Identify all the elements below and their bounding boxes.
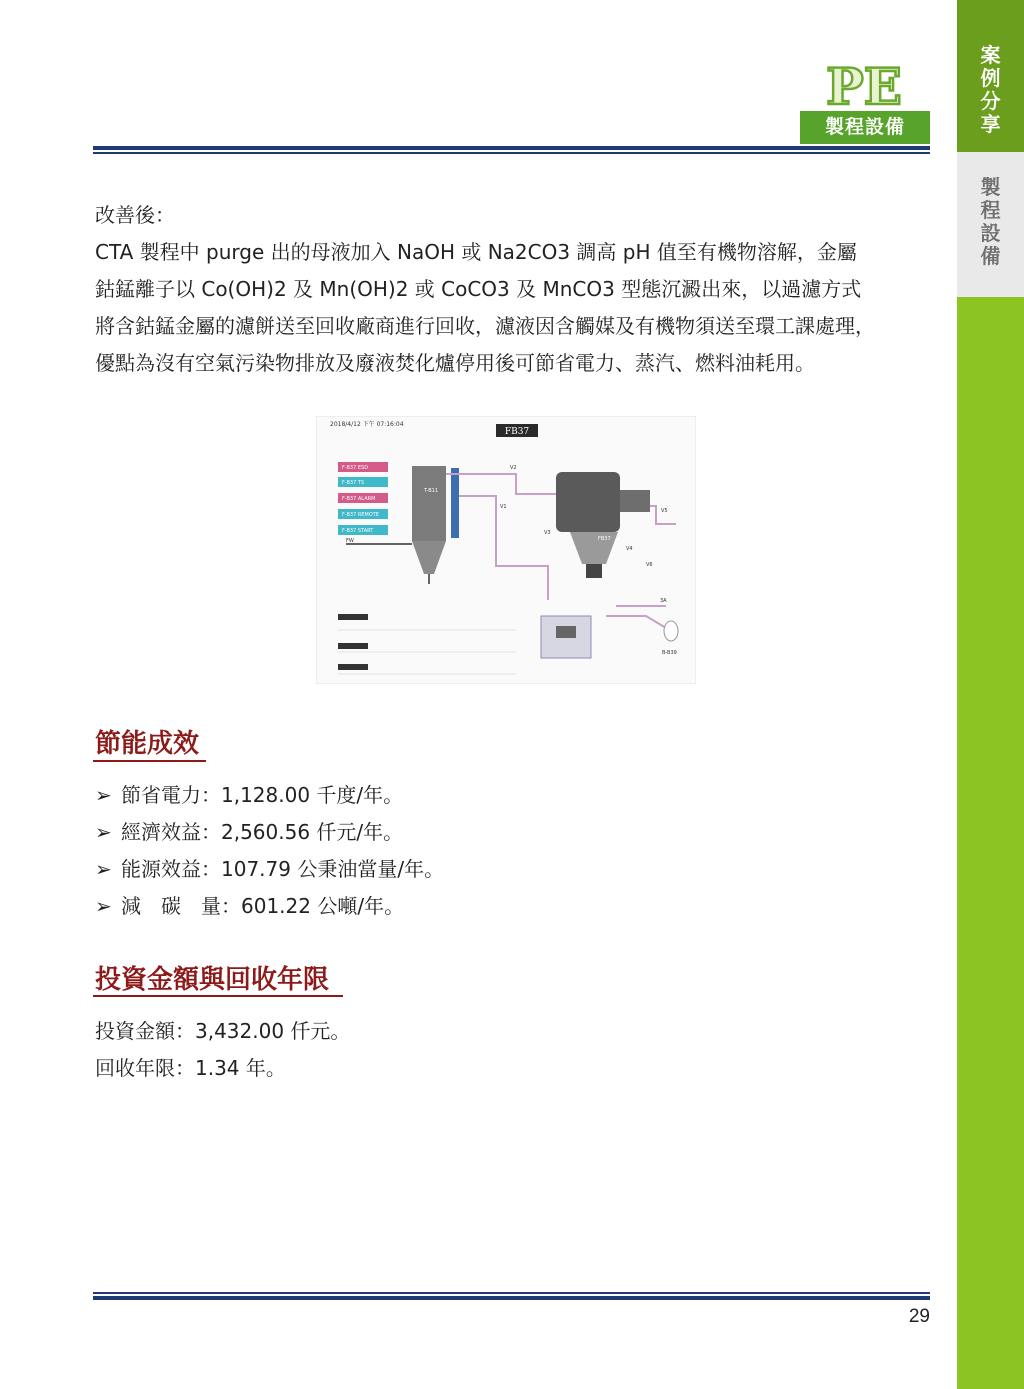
improvement-text bbox=[95, 197, 955, 382]
bullet-marker-icon: ➢ bbox=[95, 820, 112, 844]
figure-timestamp: 2018/4/12 下午 07:16:04 bbox=[330, 421, 404, 428]
svg-text:V4: V4 bbox=[626, 546, 633, 552]
svg-text:F-B37 REMOTE: F-B37 REMOTE bbox=[342, 512, 379, 518]
investment-title: 投資金額與回收年限 bbox=[95, 965, 330, 995]
svg-text:T-B11: T-B11 bbox=[424, 488, 439, 494]
investment-details bbox=[95, 1013, 350, 1087]
investment-amount: 投資金額：3,432.00 仟元。 bbox=[95, 1019, 351, 1043]
improvement-heading: 改善後： bbox=[95, 203, 175, 227]
bullet-marker-icon: ➢ bbox=[95, 894, 112, 918]
side-tab-category bbox=[957, 0, 1024, 152]
side-tab-section bbox=[957, 152, 1024, 297]
section-char: 備 bbox=[980, 244, 1001, 268]
svg-text:FW: FW bbox=[346, 538, 354, 544]
svg-text:PE: PE bbox=[826, 63, 902, 109]
svg-text:V1: V1 bbox=[500, 504, 507, 510]
list-item: ➢ 節省電力：1,128.00 千度/年。 bbox=[95, 777, 444, 814]
category-char: 例 bbox=[980, 66, 1001, 90]
payback-period: 回收年限：1.34 年。 bbox=[95, 1056, 286, 1080]
bullet-marker-icon: ➢ bbox=[95, 857, 112, 881]
header-rule bbox=[93, 146, 930, 154]
list-item: ➢ 能源效益：107.79 公秉油當量/年。 bbox=[95, 851, 444, 888]
page-number: 29 bbox=[908, 1306, 930, 1327]
category-char: 分 bbox=[980, 89, 1001, 113]
figure-title: FB37 bbox=[504, 427, 530, 437]
svg-text:F-B37 TS: F-B37 TS bbox=[342, 480, 365, 486]
energy-savings-list bbox=[95, 777, 444, 925]
category-char: 享 bbox=[980, 112, 1001, 136]
tank-t-b11 bbox=[412, 466, 446, 541]
improvement-line: CTA 製程中 purge 出的母液加入 NaOH 或 Na2CO3 調高 pH 值至有機物溶解，金屬 bbox=[95, 240, 857, 264]
list-item: ➢ 減 碳 量：601.22 公噸/年。 bbox=[95, 888, 444, 925]
pe-logo bbox=[810, 63, 918, 109]
svg-text:F-B37 ESD: F-B37 ESD bbox=[342, 465, 369, 471]
side-tab bbox=[957, 0, 1024, 1389]
bullet-marker-icon: ➢ bbox=[95, 783, 112, 807]
process-diagram bbox=[316, 416, 696, 684]
svg-text:FB37: FB37 bbox=[598, 536, 611, 542]
svg-text:V5: V5 bbox=[661, 508, 668, 514]
improvement-line: 鈷錳離子以 Co(OH)2 及 Mn(OH)2 或 CoCO3 及 MnCO3 型態沉澱出來，以過濾方式 bbox=[95, 277, 862, 301]
centrifuge bbox=[556, 472, 620, 532]
footer-rule bbox=[93, 1292, 930, 1300]
svg-text:F-B37 START: F-B37 START bbox=[342, 528, 374, 534]
svg-text:V6: V6 bbox=[646, 562, 653, 568]
improvement-line: 優點為沒有空氣污染物排放及廢液焚化爐停用後可節省電力、蒸汽、燃料油耗用。 bbox=[95, 351, 815, 375]
investment-underline bbox=[93, 995, 343, 997]
section-char: 設 bbox=[980, 221, 1001, 245]
svg-text:V3: V3 bbox=[544, 530, 551, 536]
svg-text:F-B37 ALARM: F-B37 ALARM bbox=[342, 496, 376, 502]
improvement-line: 將含鈷錳金屬的濾餅送至回收廠商進行回收，濾液因含觸媒及有機物須送至環工課處理， bbox=[95, 314, 875, 338]
section-char: 製 bbox=[980, 175, 1001, 199]
svg-text:V2: V2 bbox=[510, 465, 517, 471]
list-item: ➢ 經濟效益：2,560.56 仟元/年。 bbox=[95, 814, 444, 851]
energy-savings-underline bbox=[93, 760, 206, 762]
category-char: 案 bbox=[980, 43, 1001, 67]
header-section-label: 製程設備 bbox=[800, 111, 930, 144]
svg-text:B-B39: B-B39 bbox=[662, 650, 677, 656]
svg-text:3A: 3A bbox=[660, 598, 667, 604]
energy-savings-title: 節能成效 bbox=[95, 729, 200, 759]
section-char: 程 bbox=[980, 198, 1001, 222]
